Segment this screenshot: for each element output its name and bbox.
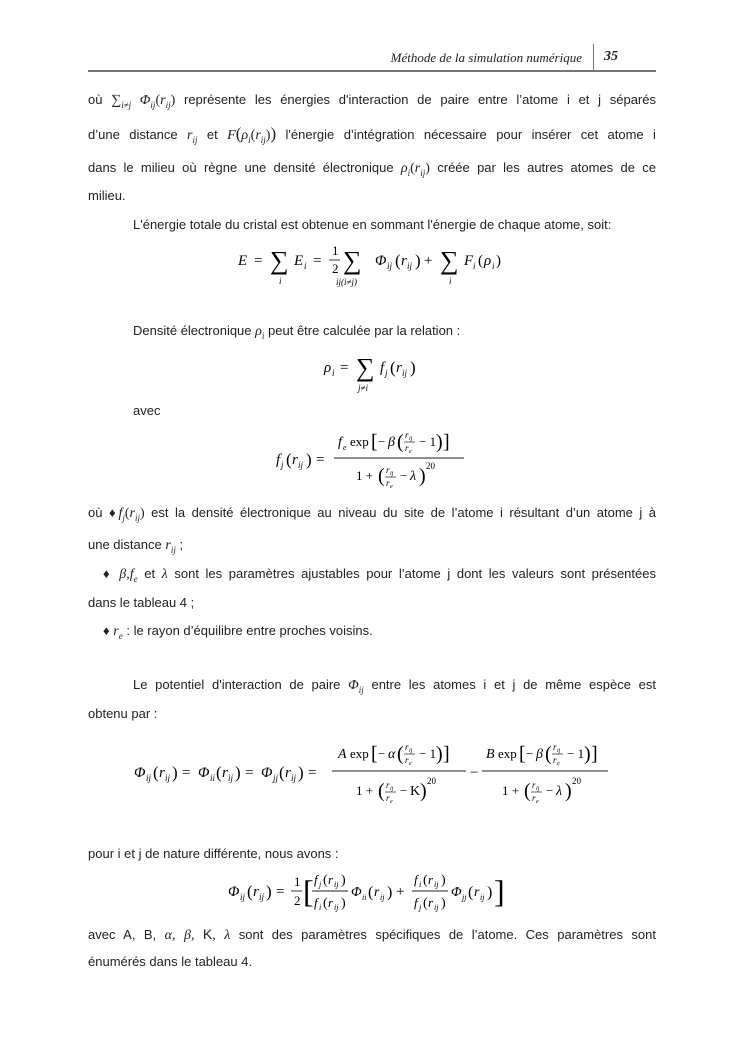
running-title: Méthode de la simulation numérique <box>390 50 582 65</box>
svg-text:(: ( <box>378 780 385 802</box>
svg-text:e: e <box>409 761 412 767</box>
svg-text:F: F <box>464 253 474 269</box>
svg-text:r: r <box>285 765 291 781</box>
svg-text:r: r <box>405 755 409 765</box>
svg-text:i: i <box>419 880 422 889</box>
list-item-params-cont: dans le tableau 4 ; <box>88 595 195 610</box>
svg-text:exp: exp <box>350 434 369 449</box>
svg-text:2: 2 <box>294 893 301 908</box>
math-rij: $r_{ij}$ <box>187 128 198 145</box>
svg-text:e: e <box>557 761 560 767</box>
svg-text:(: ( <box>397 431 404 453</box>
svg-text:ij: ij <box>409 748 413 754</box>
svg-text:r: r <box>292 452 298 468</box>
svg-text:i: i <box>473 261 476 271</box>
text: sont les paramètres ajustables pour l’atome j dont les valeurs sont présentées <box>174 566 656 581</box>
svg-text:[: [ <box>371 743 378 765</box>
svg-text:]: ] <box>494 873 505 909</box>
svg-text:(: ( <box>286 450 292 469</box>
svg-text:): ) <box>298 763 304 782</box>
svg-text:ij(i≠j): ij(i≠j) <box>336 277 357 287</box>
svg-text:[: [ <box>303 873 314 909</box>
svg-text:=: = <box>313 253 322 269</box>
svg-text:ij: ij <box>407 261 413 271</box>
svg-text:− 1: − 1 <box>419 746 437 761</box>
svg-text:r: r <box>405 742 409 752</box>
svg-text:Φ: Φ <box>375 253 387 269</box>
svg-text:ij: ij <box>402 368 408 378</box>
svg-text:ij: ij <box>409 436 413 442</box>
svg-text:∑: ∑ <box>356 353 375 382</box>
svg-text:f: f <box>276 452 281 468</box>
svg-text:Φ: Φ <box>451 885 462 900</box>
svg-text:1 +: 1 + <box>502 783 520 798</box>
svg-text:+: + <box>396 884 405 900</box>
svg-text:): ) <box>584 743 591 765</box>
svg-text:): ) <box>341 896 346 911</box>
svg-text:Φ: Φ <box>228 884 240 900</box>
text: ; <box>179 537 184 552</box>
svg-text:f: f <box>414 895 418 910</box>
svg-text:=: = <box>245 765 254 781</box>
svg-text:): ) <box>565 780 572 802</box>
svg-text:− 1: − 1 <box>567 746 585 761</box>
bullet: ♦ <box>103 566 113 581</box>
svg-text:E: E <box>294 253 304 269</box>
svg-text:): ) <box>441 873 446 888</box>
svg-text:f: f <box>414 872 418 887</box>
svg-text:exp: exp <box>350 746 369 761</box>
svg-text:=: = <box>182 765 191 781</box>
svg-text:e: e <box>536 799 539 805</box>
svg-text:): ) <box>235 763 241 782</box>
svg-text:r: r <box>374 885 380 900</box>
svg-text:1: 1 <box>294 874 301 889</box>
text: où <box>88 92 103 107</box>
svg-text:i: i <box>304 261 307 271</box>
svg-text:+: + <box>424 253 433 269</box>
svg-text:e: e <box>409 449 412 455</box>
svg-text:(: ( <box>247 882 253 901</box>
svg-text:exp: exp <box>498 746 517 761</box>
bullet: ♦ <box>103 623 110 638</box>
svg-text:Φ: Φ <box>351 885 362 900</box>
svg-text:(: ( <box>423 873 428 888</box>
list-item-re: ♦ $r_e$ : le rayon d’équilibre entre proches voisins. <box>103 623 373 641</box>
svg-text:i: i <box>449 276 452 286</box>
svg-text:ij: ij <box>240 892 246 902</box>
svg-text:r: r <box>405 430 409 440</box>
svg-text:[: [ <box>371 431 378 453</box>
svg-text:=: = <box>276 884 285 900</box>
svg-text:(: ( <box>279 763 285 782</box>
equation-fj <box>272 424 472 496</box>
svg-text:(: ( <box>397 743 404 765</box>
svg-text:∑: ∑ <box>440 246 459 275</box>
svg-text:2: 2 <box>332 261 339 276</box>
svg-text:f: f <box>314 872 318 887</box>
svg-text:(: ( <box>545 743 552 765</box>
para6-line1: avec A, B, α, β, K, λ sont des paramètres spécifiques de l’atome. Ces paramètres sont <box>88 926 656 943</box>
text: l'énergie d’intégration nécessaire pour insérer cet atome i <box>285 127 656 142</box>
svg-text:ij: ij <box>434 903 439 912</box>
svg-text:j: j <box>281 460 284 470</box>
svg-text:jj: jj <box>273 773 279 783</box>
svg-text:(: ( <box>395 251 401 270</box>
svg-text:(: ( <box>323 896 328 911</box>
svg-text:): ) <box>341 873 346 888</box>
svg-text:): ) <box>487 884 493 901</box>
svg-text:ij: ij <box>434 880 439 889</box>
text: entre les atomes i et j de même espèce est <box>371 677 656 692</box>
svg-text:j: j <box>385 368 388 378</box>
svg-text:(: ( <box>153 763 159 782</box>
para3: Densité électronique $\rho_i$ peut être calculée par la relation : <box>133 323 461 341</box>
svg-text:): ) <box>410 358 416 377</box>
svg-text:): ) <box>387 884 393 901</box>
para1-line4: milieu. <box>88 188 126 203</box>
svg-text:j≠i: j≠i <box>358 383 368 393</box>
svg-text:1 +: 1 + <box>356 468 374 483</box>
svg-text:ij: ij <box>228 773 234 783</box>
svg-text:i: i <box>319 903 322 912</box>
math-sum-phi: $\sum_{i\ne j}$ $\Phi_{ij}(r_{ij})$ <box>111 93 176 110</box>
svg-text:α: α <box>388 747 396 762</box>
svg-text:ij: ij <box>380 893 385 902</box>
svg-text:): ) <box>496 253 501 269</box>
svg-text:f: f <box>314 895 318 910</box>
svg-text:): ) <box>436 431 443 453</box>
svg-text:e: e <box>390 484 393 490</box>
svg-text:e: e <box>390 799 393 805</box>
svg-text:1 +: 1 + <box>356 783 374 798</box>
svg-text:f: f <box>380 360 385 376</box>
svg-text:(: ( <box>478 253 483 269</box>
svg-text:i: i <box>492 261 495 271</box>
text: peut être calculée par la relation : <box>268 323 461 338</box>
svg-text:(: ( <box>378 465 385 487</box>
svg-text:(: ( <box>423 896 428 911</box>
para5: pour i et j de nature différente, nous avons : <box>88 846 339 861</box>
svg-text:ij: ij <box>480 893 485 902</box>
para4-line1: Le potentiel d'interaction de paire $\Phi_{ij}$ entre les atomes i et j de même espèce est <box>133 677 656 695</box>
equation-mixed-pair <box>224 866 524 922</box>
svg-text:): ) <box>172 763 178 782</box>
svg-text:β: β <box>388 435 395 450</box>
svg-text:(: ( <box>524 780 531 802</box>
svg-text:r: r <box>553 755 557 765</box>
text: une distance <box>88 537 162 552</box>
svg-text:Φ: Φ <box>198 765 210 781</box>
svg-text:): ) <box>436 743 443 765</box>
svg-text:∑: ∑ <box>343 246 362 275</box>
svg-text:r: r <box>396 360 402 376</box>
text: Densité électronique <box>133 323 252 338</box>
svg-text:−: − <box>546 783 554 798</box>
text: représente les énergies d'interaction de paire entre l’atome i et j séparés <box>183 92 656 107</box>
svg-text:e: e <box>343 443 347 452</box>
svg-text:]: ] <box>443 743 450 765</box>
svg-text:r: r <box>474 885 480 900</box>
svg-text:−: − <box>400 468 408 483</box>
svg-text:ij: ij <box>334 880 339 889</box>
svg-text:ij: ij <box>387 261 393 271</box>
svg-text:ij: ij <box>298 460 304 470</box>
svg-text:jj: jj <box>462 893 467 902</box>
page-number: 35 <box>604 49 618 64</box>
svg-text:1: 1 <box>332 243 339 258</box>
svg-text:r: r <box>222 765 228 781</box>
list-item-fj-cont: une distance $r_{ij}$ ; <box>88 537 184 555</box>
svg-text:−: − <box>526 746 534 761</box>
text: avec A, B, <box>88 927 157 942</box>
svg-text:20: 20 <box>426 461 435 471</box>
svg-text:ij: ij <box>536 786 540 792</box>
svg-text:r: r <box>159 765 165 781</box>
header-separator <box>593 44 594 70</box>
list-item-fj: où $♦f_j(r_{ij})$ est la densité électronique au niveau du site de l’atome i résultant d’un atome j à <box>88 505 656 523</box>
para2: L'énergie totale du cristal est obtenue en sommant l'énergie de chaque atome, soit: <box>133 217 612 232</box>
math-rho-rij: $\rho_i$ <box>400 161 411 178</box>
svg-text:=: = <box>308 765 317 781</box>
svg-text:−: − <box>378 746 386 761</box>
page-header <box>88 44 656 72</box>
svg-text:j: j <box>419 903 422 912</box>
text: : le rayon d’équilibre entre proches voisins. <box>126 623 373 638</box>
svg-text:λ: λ <box>556 784 563 799</box>
svg-text:λ: λ <box>410 469 417 484</box>
text: d’une distance <box>88 127 178 142</box>
svg-text:r: r <box>428 872 434 887</box>
svg-text:−: − <box>470 765 479 781</box>
svg-text:(: ( <box>323 873 328 888</box>
text: où ♦ <box>88 505 119 520</box>
avec-label: avec <box>133 403 161 418</box>
svg-text:=: = <box>340 360 349 376</box>
svg-text:ij: ij <box>291 773 297 783</box>
svg-text:): ) <box>419 465 426 487</box>
para6-line2: énumérés dans le tableau 4. <box>88 954 253 969</box>
svg-text:A: A <box>338 747 347 762</box>
svg-text:−: − <box>400 783 408 798</box>
svg-text:(: ( <box>368 884 374 901</box>
list-item-params: ♦ $\beta,f_e$ et λ sont les paramètres ajustables pour l’atome j dont les valeurs sont présentées <box>103 566 656 584</box>
svg-text:): ) <box>415 251 421 270</box>
svg-text:): ) <box>266 882 272 901</box>
svg-text:ij: ij <box>390 471 394 477</box>
svg-text:j: j <box>319 880 322 889</box>
svg-text:(: ( <box>390 358 396 377</box>
svg-text:∑: ∑ <box>270 246 289 275</box>
equation-density <box>318 345 438 397</box>
svg-text:[: [ <box>519 743 526 765</box>
svg-text:r: r <box>428 895 434 910</box>
svg-text:ij: ij <box>390 786 394 792</box>
svg-text:r: r <box>386 780 390 790</box>
svg-text:r: r <box>328 872 334 887</box>
para1-line3: dans le milieu où règne une densité électronique $\rho_i(r_{ij})$ créée par les autres atomes de ce <box>88 160 656 178</box>
svg-text:B: B <box>486 747 495 762</box>
para1-line2: d’une distance $r_{ij}$ et $F(\rho_i(r_{ij}))$ l'énergie d’intégration nécessaire pour insérer cet atome i <box>88 124 656 145</box>
para1-line1 <box>88 92 656 113</box>
svg-text:r: r <box>405 443 409 453</box>
text: et <box>206 127 218 142</box>
svg-text:r: r <box>386 465 390 475</box>
text: créée par les autres atomes de ce <box>437 160 656 175</box>
text: et <box>144 566 156 581</box>
svg-text:r: r <box>401 253 407 269</box>
svg-text:]: ] <box>591 743 598 765</box>
svg-text:ii: ii <box>210 773 216 783</box>
equation-total-energy <box>230 238 520 290</box>
svg-text:20: 20 <box>572 776 581 786</box>
svg-text:): ) <box>420 780 427 802</box>
svg-text:− 1: − 1 <box>419 434 437 449</box>
svg-text:ij: ij <box>165 773 171 783</box>
svg-text:r: r <box>553 742 557 752</box>
svg-text:Φ: Φ <box>261 765 273 781</box>
svg-text:i: i <box>279 276 282 286</box>
text: sont des paramètres spécifiques de l’atome. Ces paramètres sont <box>238 927 656 942</box>
svg-text:β: β <box>536 747 543 762</box>
svg-text:r: r <box>532 780 536 790</box>
svg-text:ij: ij <box>334 903 339 912</box>
svg-text:i: i <box>332 368 335 378</box>
svg-text:): ) <box>441 896 446 911</box>
svg-text:r: r <box>386 793 390 803</box>
math-F-rho: F <box>227 128 236 143</box>
svg-text:−: − <box>378 434 386 449</box>
text: dans le milieu où règne une densité électronique <box>88 160 394 175</box>
svg-text:E: E <box>238 253 248 269</box>
equation-pair-potential <box>130 733 630 813</box>
svg-text:r: r <box>532 793 536 803</box>
svg-text:): ) <box>306 450 312 469</box>
svg-text:20: 20 <box>427 776 436 786</box>
text: Le potentiel d'interaction de paire <box>133 677 341 692</box>
svg-text:ij: ij <box>259 892 265 902</box>
svg-text:ij: ij <box>146 773 152 783</box>
svg-text:(: ( <box>216 763 222 782</box>
svg-text:=: = <box>316 452 325 468</box>
svg-text:f: f <box>338 435 342 450</box>
para4-line2: obtenu par : <box>88 706 158 721</box>
svg-text:ρ: ρ <box>484 253 492 269</box>
svg-text:(: ( <box>468 884 474 901</box>
svg-text:ρ: ρ <box>324 360 332 376</box>
svg-text:r: r <box>328 895 334 910</box>
svg-text:ii: ii <box>362 893 367 902</box>
svg-text:ij: ij <box>557 748 561 754</box>
text: est la densité électronique au niveau du site de l’atome i résultant d’un atome j à <box>151 505 656 520</box>
svg-text:K: K <box>410 784 421 799</box>
svg-text:Φ: Φ <box>134 765 146 781</box>
svg-text:r: r <box>386 478 390 488</box>
svg-text:r: r <box>253 884 259 900</box>
svg-text:]: ] <box>443 431 450 453</box>
svg-text:=: = <box>254 253 263 269</box>
